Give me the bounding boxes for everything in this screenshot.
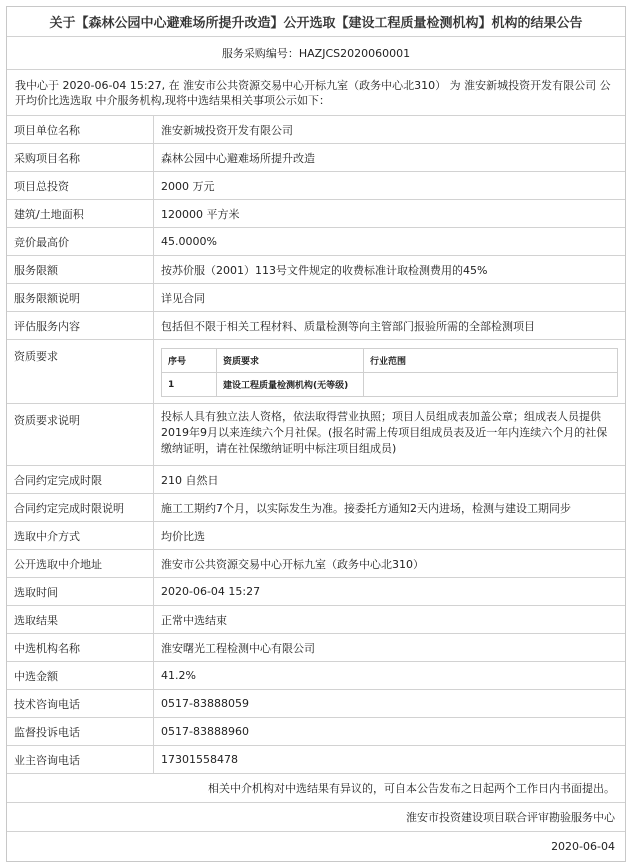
field-value: 详见合同 [161, 291, 205, 305]
field-row [7, 200, 625, 228]
field-label: 中选机构名称 [7, 634, 154, 661]
issuer-signature: 淮安市投资建设项目联合评审勘验服务中心 [7, 803, 625, 832]
field-row [7, 550, 625, 578]
field-value: 投标人具有独立法人资格，依法取得营业执照；项目人员组成表加盖公章；组成表人员提供2019年9月以来连续六个月社保。(报名时需上传项目组成员表及近一年内连续六个月的社保缴纳证明，请在社保缴纳证明中标注项目组成员) [161, 410, 608, 455]
field-label: 业主咨询电话 [7, 746, 154, 773]
field-row [7, 116, 625, 144]
header-industry: 行业范围 [364, 349, 618, 373]
service-code: 服务采购编号：HAZJCS2020060001 [7, 37, 625, 70]
field-row [7, 634, 625, 662]
field-label: 选取时间 [7, 578, 154, 605]
field-row [7, 284, 625, 312]
field-value: 施工工期约7个月，以实际发生为准。接委托方通知2天内进场，检测与建设工期同步 [161, 501, 571, 515]
field-value: 41.2% [161, 669, 196, 682]
cell-index: 1 [162, 373, 217, 397]
field-value: 森林公园中心避难场所提升改造 [161, 151, 315, 165]
header-qualification: 资质要求 [217, 349, 364, 373]
field-value: 0517-83888059 [161, 697, 249, 710]
field-row [7, 662, 625, 690]
field-row [7, 494, 625, 522]
field-label: 技术咨询电话 [7, 690, 154, 717]
field-value: 45.0000% [161, 235, 217, 248]
cell-industry [364, 373, 618, 397]
field-row [7, 578, 625, 606]
page-title: 关于【森林公园中心避难场所提升改造】公开选取【建设工程质量检测机构】机构的结果公告 [7, 7, 625, 37]
field-row [7, 312, 625, 340]
field-value: 淮安新城投资开发有限公司 [161, 123, 293, 137]
field-label: 选取中介方式 [7, 522, 154, 549]
field-value: 淮安市公共资源交易中心开标九室（政务中心北310） [161, 557, 424, 571]
field-label: 合同约定完成时限 [7, 466, 154, 493]
field-row [7, 466, 625, 494]
field-label: 采购项目名称 [7, 144, 154, 171]
field-label: 资质要求说明 [7, 404, 154, 465]
field-value: 淮安曙光工程检测中心有限公司 [161, 641, 315, 655]
field-value: 17301558478 [161, 753, 238, 766]
field-label: 评估服务内容 [7, 312, 154, 339]
field-label: 监督投诉电话 [7, 718, 154, 745]
field-value: 120000 平方米 [161, 207, 240, 221]
publish-date: 2020-06-04 [551, 840, 615, 853]
field-row [7, 606, 625, 634]
field-value: 均价比选 [161, 529, 205, 543]
field-value: 2020-06-04 15:27 [161, 585, 261, 598]
field-label: 公开选取中介地址 [7, 550, 154, 577]
field-label: 选取结果 [7, 606, 154, 633]
field-row [7, 746, 625, 774]
qualification-table [161, 348, 618, 397]
field-value: 包括但不限于相关工程材料、质量检测等向主管部门报验所需的全部检测项目 [161, 319, 535, 333]
field-label: 建筑/土地面积 [7, 200, 154, 227]
requirement-row [7, 404, 625, 466]
field-value: 2000 万元 [161, 179, 215, 193]
announcement-page [6, 6, 626, 862]
header-index: 序号 [162, 349, 217, 373]
field-label: 项目总投资 [7, 172, 154, 199]
field-label: 服务限额 [7, 256, 154, 283]
field-value: 按苏价服（2001）113号文件规定的收费标准计取检测费用的45% [161, 263, 488, 277]
intro-text: 我中心于 2020-06-04 15:27, 在 淮安市公共资源交易中心开标九室（政务中心北310） 为 淮安新城投资开发有限公司 公开均价比选选取 中介服务机构,现将中选结果相关事项公示如下： [7, 70, 625, 116]
qualification-header-row [162, 349, 618, 373]
field-label: 中选金额 [7, 662, 154, 689]
field-label: 合同约定完成时限说明 [7, 494, 154, 521]
field-label: 资质要求 [7, 340, 154, 403]
table-row [162, 373, 618, 397]
objection-notice: 相关中介机构对中选结果有异议的，可自本公告发布之日起两个工作日内书面提出。 [7, 774, 625, 803]
field-row [7, 256, 625, 284]
field-value: 正常中选结束 [161, 613, 227, 627]
field-label: 竞价最高价 [7, 228, 154, 255]
cell-qualification: 建设工程质量检测机构(无等级) [217, 373, 364, 397]
field-row [7, 144, 625, 172]
field-value: 0517-83888960 [161, 725, 249, 738]
field-row [7, 228, 625, 256]
field-value: 210 自然日 [161, 473, 219, 487]
qualification-row [7, 340, 625, 404]
field-label: 服务限额说明 [7, 284, 154, 311]
field-row [7, 690, 625, 718]
field-row [7, 172, 625, 200]
field-label: 项目单位名称 [7, 116, 154, 143]
field-row [7, 718, 625, 746]
field-row [7, 522, 625, 550]
